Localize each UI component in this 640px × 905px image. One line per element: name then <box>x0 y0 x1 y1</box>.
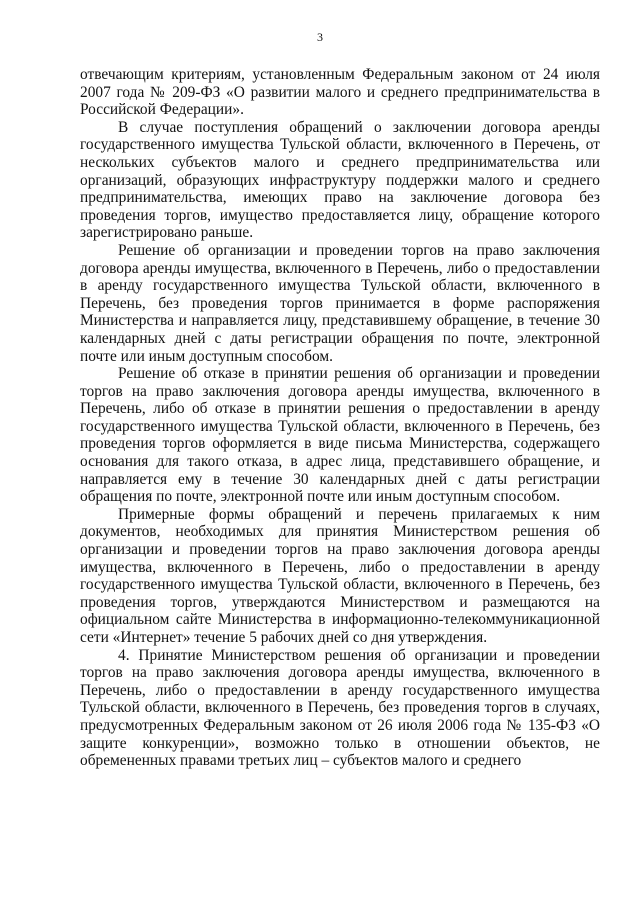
paragraph-decision-on-auction: Решение об организации и проведении торгов на право заключения договора аренды имущества, включенного в Перечень, либо о предоставлении в аренду государственного имущества Тульской области, включенного в Перечень, без проведения торгов принимается в форме распоряжения Министерства и направляется лицу, представившему обращение, в течение 30 календарных дней с даты регистрации обращения по почте, электронной почте или иным доступным способом. <box>80 241 600 365</box>
paragraph-continuation: отвечающим критериям, установленным Федеральным законом от 24 июля 2007 года № 209-ФЗ «О развитии малого и среднего предпринимательства в Российской Федерации». <box>80 66 600 119</box>
paragraph-sample-forms: Примерные формы обращений и перечень прилагаемых к ним документов, необходимых для принятия Министерством решения об организации и проведении торгов на право заключения договора аренды имущества, включенного в Перечень, либо о предоставлении в аренду государственного имущества Тульской области, включенного в Перечень, без проведения торгов, утверждаются Министерством и размещаются на официальном сайте Министерства в информационно-телекоммуникационной сети «Интернет» течение 5 рабочих дней со дня утверждения. <box>80 505 600 646</box>
paragraph-multiple-applications: В случае поступления обращений о заключении договора аренды государственного имущества Тульской области, включенного в Перечень, от нескольких субъектов малого и среднего предпринимательства или организаций, образующих инфраструктуру поддержки малого и среднего предпринимательства, имеющих право на заключение договора без проведения торгов, имущество предоставляется лицу, обращение которого зарегистрировано раньше. <box>80 118 600 242</box>
paragraph-refusal-decision: Решение об отказе в принятии решения об организации и проведении торгов на право заключения договора аренды имущества, включенного в Перечень, либо об отказе в принятии решения о предоставлении в аренду государственного имущества Тульской области, включенного в Перечень, без проведения торгов оформляется в виде письма Министерства, содержащего основания для такого отказа, в адрес лица, представившего обращение, и направляется ему в течение 30 календарных дней с даты регистрации обращения по почте, электронной почте или иным доступным способом. <box>80 365 600 506</box>
page-number: 3 <box>317 30 323 44</box>
document-body <box>80 66 600 770</box>
paragraph-item-4: 4. Принятие Министерством решения об организации и проведении торгов на право заключения договора аренды имущества, включенного в Перечень, либо о предоставлении в аренду государственного имущества Тульской области, включенного в Перечень, без проведения торгов в случаях, предусмотренных Федеральным законом от 26 июля 2006 года № 135-ФЗ «О защите конкуренции», возможно только в отношении объектов, не обремененных правами третьих лиц – субъектов малого и среднего <box>80 646 600 770</box>
